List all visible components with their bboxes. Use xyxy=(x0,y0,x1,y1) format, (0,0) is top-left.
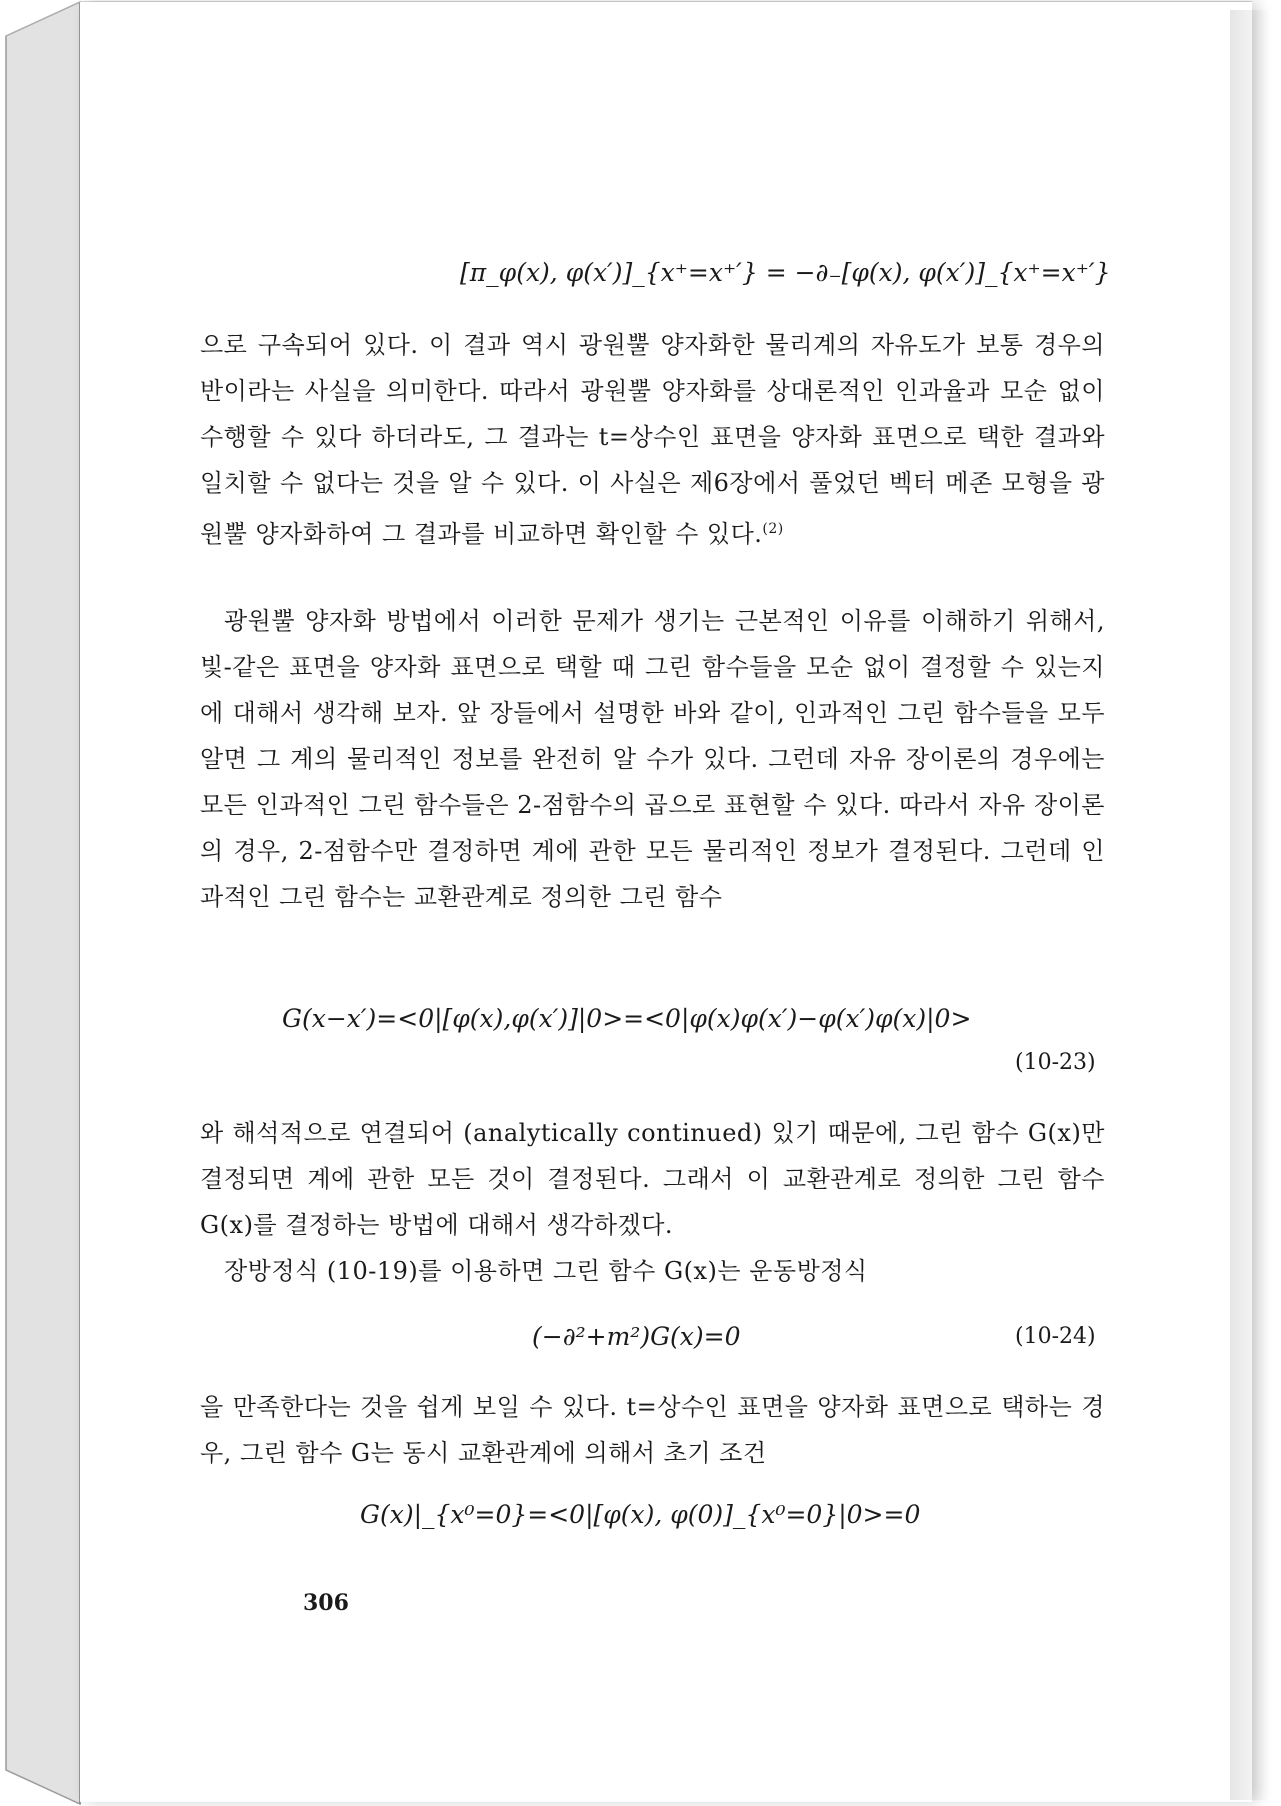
paragraph-4-text: 장방정식 (10-19)를 이용하면 그린 함수 G(x)는 운동방정식 xyxy=(224,1257,868,1285)
footnote-ref: (2) xyxy=(762,521,784,537)
equation-motion: (−∂²+m²)G(x)=0 xyxy=(532,1322,741,1351)
paragraph-5 xyxy=(200,1384,1105,1476)
paragraph-4 xyxy=(200,1248,1105,1294)
paragraph-1-text: 으로 구속되어 있다. 이 결과 역시 광원뿔 양자화한 물리계의 자유도가 보통 경우의 반이라는 사실을 의미한다. 따라서 광원뿔 양자화를 상대론적인 인과율과 모순 없이 수행할 수 있다 하더라도, 그 결과는 t=상수인 표면을 양자화 표면으로 택한 결과와 일치할 수 없다는 것을 알 수 있다. 이 사실은 제6장에서 풀었던 벡터 메존 모형을 광원뿔 양자화하여 그 결과를 비교하면 확인할 수 있다. xyxy=(200,331,1105,548)
equation-green-function: G(x−x′)=<0|[φ(x),φ(x′)]|0>=<0|φ(x)φ(x′)−φ(x′)φ(x)|0> xyxy=(282,1004,972,1033)
paragraph-2 xyxy=(200,598,1105,920)
equation-commutator: [π_φ(x), φ(x′)]_{x⁺=x⁺′} = −∂₋[φ(x), φ(x′)]_{x⁺=x⁺′} xyxy=(460,258,1111,287)
equation-initial-condition: G(x)|_{x⁰=0}=<0|[φ(x), φ(0)]_{x⁰=0}|0>=0 xyxy=(360,1500,921,1529)
equation-number-10-24: (10-24) xyxy=(1015,1324,1096,1349)
page-number: 306 xyxy=(303,1590,349,1616)
paragraph-1 xyxy=(200,322,1105,557)
paragraph-3 xyxy=(200,1110,1105,1248)
equation-number-10-23: (10-23) xyxy=(1015,1050,1096,1075)
paragraph-2-text: 광원뿔 양자화 방법에서 이러한 문제가 생기는 근본적인 이유를 이해하기 위해서, 빛-같은 표면을 양자화 표면으로 택할 때 그린 함수들을 모순 없이 결정할 수 있는지에 대해서 생각해 보자. 앞 장들에서 설명한 바와 같이, 인과적인 그린 함수들을 모두 알면 그 계의 물리적인 정보를 완전히 알 수가 있다. 그런데 자유 장이론의 경우에는 모든 인과적인 그린 함수들은 2-점함수의 곱으로 표현할 수 있다. 따라서 자유 장이론의 경우, 2-점함수만 결정하면 계에 관한 모든 물리적인 정보가 결정된다. 그런데 인과적인 그린 함수는 교환관계로 정의한 그린 함수 xyxy=(200,607,1105,911)
paragraph-3-text: 와 해석적으로 연결되어 (analytically continued) 있기 때문에, 그린 함수 G(x)만 결정되면 계에 관한 모든 것이 결정된다. 그래서 이 교환관계로 정의한 그린 함수 G(x)를 결정하는 방법에 대해서 생각하겠다. xyxy=(200,1119,1105,1239)
paragraph-5-text: 을 만족한다는 것을 쉽게 보일 수 있다. t=상수인 표면을 양자화 표면으로 택하는 경우, 그린 함수 G는 동시 교환관계에 의해서 초기 조건 xyxy=(200,1393,1105,1467)
page-edge-shadow xyxy=(1230,10,1270,1800)
